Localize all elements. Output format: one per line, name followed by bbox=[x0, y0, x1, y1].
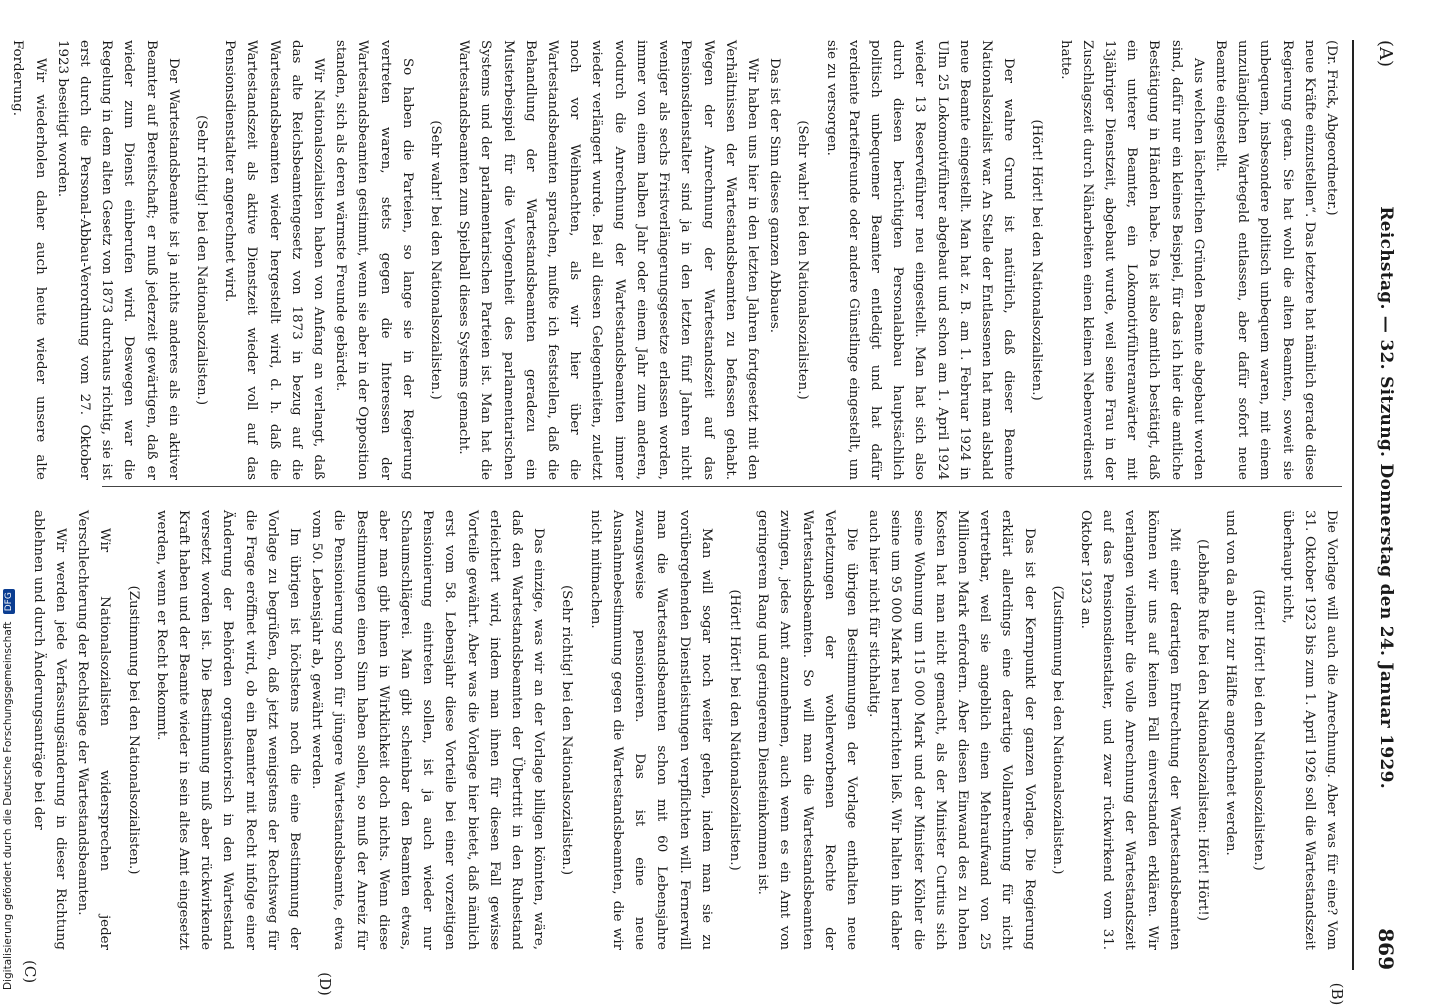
paragraph: Wir werden jede Verfassungsänderung in dieser Richtung ablehnen und durch Änderungsanträge bei der bbox=[27, 510, 71, 950]
interjection: (Zustimmung bei den Nationalsozialisten.) bbox=[121, 510, 143, 950]
interjection: (Sehr wahr! bei den Nationalsozialisten.) bbox=[424, 40, 446, 480]
paragraph: Das ist der Sinn dieses ganzen Abbaues. bbox=[763, 40, 785, 480]
paragraph: Man will sogar noch weiter gehen, indem man sie zu vorübergehenden Dienstleistungen verpflichten will. Fernerwill man die Wartestandsbeamten schon mit 60 Lebensjahre zwangsweise pensionieren. Das ist eine neue Ausnahmebestimmung gegen die Wartestandsbeamten, die wir nicht mitmachen. bbox=[584, 510, 717, 950]
page-number: 869 bbox=[1374, 928, 1398, 970]
paragraph: neue Kräfte einzustellen“. Das letztere hat nämlich gerade diese Regierung getan. Sie hat wohl die alten Beamten, soweit sie unbequem, insbesondere politisch unbequem waren, mit einem unzulänglichen Wartegeld entlassen, aber dafür sofort neue Beamte eingestellt. bbox=[1209, 40, 1320, 480]
interjection: (Hört! Hört! bei den Nationalsozialisten.) bbox=[1247, 510, 1269, 950]
interjection: (Hört! Hört! bei den Nationalsozialisten.) bbox=[723, 510, 745, 950]
paragraph: So haben die Parteien, so lange sie in der Regierung vertreten waren, stets gegen die Interessen der Wartestandsbeamten gestimmt, wenn sie aber in der Opposition standen, sich als deren wärmste Freunde gebärdet. bbox=[329, 40, 418, 480]
footer-text: Digitalisierung gefördert durch die Deutsche Forschungsgemeinschaft bbox=[2, 622, 14, 990]
paragraph: Das einzige, was wir an der Vorlage billigen könnten, wäre, daß den Wartestandsbeamten der Übertritt in den Ruhestand erleichtert wird, indem man ihnen für diesen Fall gewisse Vorteile gewährt. Aber was die Vorlage hier bietet, daß nämlich erst vom 58. Lebensjahr diese Vorteile bei einer vorzeitigen Pensionierung eintreten sollen, ist ja auch wieder nur Schaumschlägerei. Man gibt scheinbar den Beamten etwas, aber man gibt ihnen in Wirklichkeit doch nichts. Wenn diese Bestimmungen einen Sinn haben sollen, so muß der Anreiz für die Pensionierung schon für jüngere Wartestandsbeamte, etwa vom 50. Lebensjahr ab, gewährt werden. bbox=[305, 510, 549, 950]
paragraph: Wir Nationalsozialisten haben von Anfang an verlangt, daß das alte Reichsbeamtengesetz von 1873 in bezug auf die Wartestandsbeamten wieder hergestellt wird, d. h. daß die Wartestandszeit als aktive Dienstzeit wieder voll auf das Pensionsdienstalter angerechnet wird. bbox=[218, 40, 329, 480]
margin-marker-b: (B) bbox=[1328, 983, 1346, 1005]
margin-marker-a: (A) bbox=[1376, 40, 1397, 67]
paragraph: Aus welchen lächerlichen Gründen Beamte abgebaut worden sind, dafür nur ein kleines Beispiel, für das ich hier die amtliche Bestätigung in Händen habe. Da ist also amtlich bestätigt, daß ein unterer Beamter, ein Lokomotivführeranwärter mit 13jähriger Dienstzeit, abgebaut wurde, weil seine Frau in der Zuschlagszeit durch Näharbeiten einen kleinen Nebenverdienst hatte. bbox=[1053, 40, 1208, 480]
column-divider bbox=[102, 486, 1342, 487]
interjection: (Zustimmung bei den Nationalsozialisten.) bbox=[1046, 510, 1068, 950]
dfg-logo-badge: DFG bbox=[3, 589, 15, 614]
paragraph: Wir haben uns hier in den letzten Jahren fortgesetzt mit den Verhältnissen der Wartestandsbeamten zu befassen gehabt. Wegen der Anrechnung der Wartestandszeit auf das Pensionsdienstalter sind ja in den letzten fünf Jahren nicht weniger als sechs Fristverlängerungsgesetze erlassen worden, immer von einem halben Jahr oder einem Jahr zum anderen, wodurch die Anrechnung der Wartestandsbeamten immer wieder verlängert wurde. Bei all diesen Gelegenheiten, zuletzt noch vor Weihnachten, als wir hier über die Wartestandsbeamten sprachen, mußte ich feststellen, daß die Behandlung der Wartestandsbeamten geradezu ein Musterbeispiel für die Verlogenheit des parlamentarischen Systems und der parlamentarischen Parteien ist. Man hat die Wartestandsbeamten zum Spielball dieses Systems gemacht. bbox=[452, 40, 763, 480]
paragraph: Die übrigen Bestimmungen der Vorlage enthalten neue Verletzungen der wohlerworbenen Rechte der Wartestandsbeamten. So will man die Wartestandsbeamten zwingen, jedes Amt anzunehmen, auch wenn es ein Amt von geringerem Rang und geringerem Diensteinkommen ist. bbox=[751, 510, 862, 950]
margin-marker-d: (D) bbox=[316, 972, 334, 996]
margin-marker-c: (C) bbox=[21, 960, 39, 983]
right-column bbox=[27, 510, 1342, 950]
paragraph: Der Wartestandsbeamte ist ja nichts anderes als ein aktiver Beamter auf Bereitschaft; er muß jederzeit gewärtigen, daß er wieder zum Dienst einberufen wird. Deswegen war die Regelung in dem alten Gesetz von 1873 durchaus richtig, sie ist erst durch die Personal-Abbau-Verordnung vom 27. Oktober 1923 beseitigt worden. bbox=[51, 40, 184, 480]
speaker-line: (Dr. Frick, Abgeordneter.) bbox=[1320, 40, 1342, 480]
paragraph: Wir Nationalsozialisten widersprechen jeder Verschlechterung der Rechtslage der Wartestandsbeamten. bbox=[71, 510, 115, 950]
left-column bbox=[0, 40, 1342, 480]
paragraph: Wir wiederholen daher auch heute wieder unsere alte Forderung. bbox=[6, 40, 50, 480]
page-title: Reichstag. — 32. Sitzung. Donnerstag den 24. Januar 1929. bbox=[1376, 206, 1396, 789]
footer-note bbox=[2, 0, 15, 1000]
page-header bbox=[1356, 40, 1416, 970]
interjection: (Sehr richtig! bei den Nationalsozialisten.) bbox=[190, 40, 212, 480]
interjection: (Sehr wahr! bei den Nationalsozialisten.) bbox=[791, 40, 813, 480]
interjection: (Lebhafte Rufe bei den Nationalsozialisten: Hört! Hört!) bbox=[1191, 510, 1213, 950]
header-rule bbox=[1352, 40, 1354, 970]
paragraph: und von da ab nur zur Hälfte angerechnet werden. bbox=[1219, 510, 1241, 950]
interjection: (Sehr richtig! bei den Nationalsozialisten.) bbox=[555, 510, 577, 950]
paragraph: Im übrigen ist höchstens noch die eine Bestimmung der Vorlage zu begrüßen, daß jetzt wenigstens der Rechtsweg für die Frage eröffnet wird, ob ein Beamter mit Recht infolge einer Änderung der Behörden organisatorisch in den Wartestand versetzt worden ist. Die Bestimmung muß aber rückwirkende Kraft haben und der Beamte wieder in sein altes Amt eingesetzt werden, wenn er Recht bekommt. bbox=[150, 510, 305, 950]
paragraph: Mit einer derartigen Entrechtung der Wartestandsbeamten können wir uns auf keinen Fall einverstanden erklären. Wir verlangen vielmehr die volle Anrechnung der Wartestandszeit auf das Pensionsdienstalter, und zwar rückwirkend vom 31. Oktober 1923 an. bbox=[1074, 510, 1185, 950]
paragraph: Der wahre Grund ist natürlich, daß dieser Beamte Nationalsozialist war. An Stelle der Entlassenen hat man alsbald neue Beamte eingestellt. Man hat z. B. am 1. Februar 1924 in Ulm 25 Lokomotivführer abgebaut und schon am 1. April 1924 wieder 13 Reserveführer neu eingestellt. Man hat sich also durch diesen berüchtigten Personalabbau hauptsächlich politisch unbequemer Beamter entledigt und hat dafür verdiente Parteifreunde oder andere Günstlinge eingestellt, um sie zu versorgen. bbox=[819, 40, 1019, 480]
interjection: (Hört! Hört! bei den Nationalsozialisten.) bbox=[1025, 40, 1047, 480]
paragraph: Die Vorlage will auch die Anrechnung. Aber was für eine? Vom 31. Oktober 1923 bis zum 1. April 1926 soll die Wartestandszeit überhaupt nicht, bbox=[1275, 510, 1342, 950]
paragraph: Das ist der Kernpunkt der ganzen Vorlage. Die Regierung erklärt allerdings eine derartige Vollanrechnung für nicht vertretbar, weil sie angeblich einen Mehraufwand von 25 Millionen Mark erfordern. Aber diesen Einwand des zu hohen Kosten hat man nicht gemacht, als der Minister Curtius sich seine Wohnung um 115 000 Mark und der Minister Köhler die seine um 95 000 Mark neu herrichten ließ. Wir halten ihn daher auch hier nicht für stichhaltig. bbox=[862, 510, 1040, 950]
